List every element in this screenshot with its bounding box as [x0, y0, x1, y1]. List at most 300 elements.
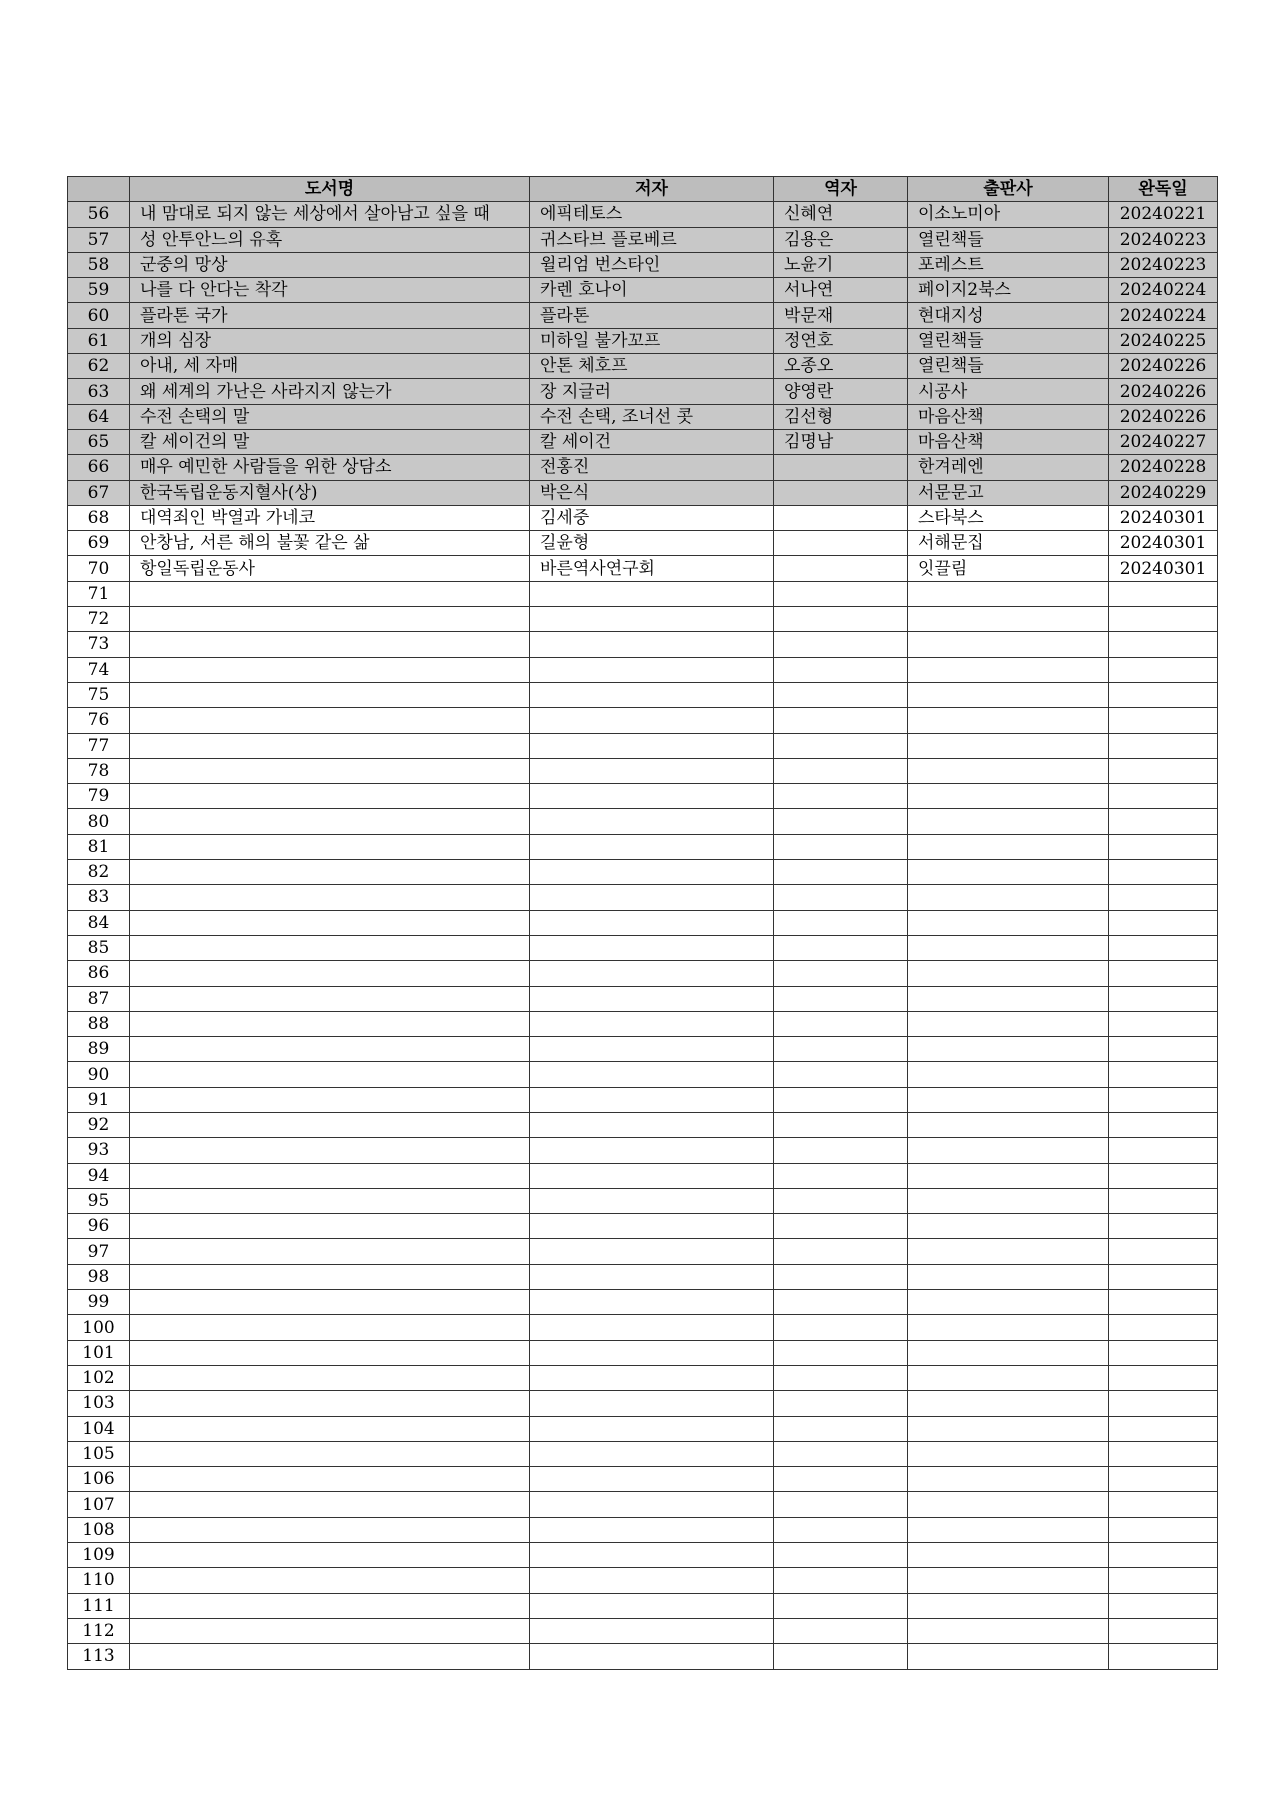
finish-date-cell	[1109, 708, 1218, 733]
author-cell: 장 지글러	[530, 379, 774, 404]
finish-date-cell: 20240301	[1109, 556, 1218, 581]
row-number-cell: 71	[68, 581, 130, 606]
finish-date-cell	[1109, 1543, 1218, 1568]
author-cell	[530, 1365, 774, 1390]
author-cell	[530, 607, 774, 632]
table-row	[68, 429, 1218, 454]
finish-date-cell	[1109, 1188, 1218, 1213]
author-cell	[530, 581, 774, 606]
book-title-cell	[130, 834, 530, 859]
author-cell	[530, 1037, 774, 1062]
publisher-cell	[908, 809, 1109, 834]
publisher-cell	[908, 910, 1109, 935]
row-number-cell: 109	[68, 1543, 130, 1568]
row-number-cell: 61	[68, 328, 130, 353]
finish-date-cell	[1109, 1011, 1218, 1036]
finish-date-cell	[1109, 1441, 1218, 1466]
translator-cell	[774, 834, 908, 859]
book-title-cell: 성 안투안느의 유혹	[130, 227, 530, 252]
table-row	[68, 1416, 1218, 1441]
finish-date-cell: 20240227	[1109, 429, 1218, 454]
publisher-cell	[908, 1087, 1109, 1112]
author-cell	[530, 733, 774, 758]
finish-date-cell	[1109, 1239, 1218, 1264]
author-cell	[530, 1315, 774, 1340]
table-row	[68, 1441, 1218, 1466]
header-title: 도서명	[130, 177, 530, 202]
table-row	[68, 404, 1218, 429]
translator-cell	[774, 1062, 908, 1087]
publisher-cell	[908, 1264, 1109, 1289]
finish-date-cell	[1109, 733, 1218, 758]
translator-cell	[774, 935, 908, 960]
table-row	[68, 1011, 1218, 1036]
row-number-cell: 65	[68, 429, 130, 454]
finish-date-cell	[1109, 657, 1218, 682]
translator-cell	[774, 860, 908, 885]
book-title-cell	[130, 733, 530, 758]
finish-date-cell	[1109, 1062, 1218, 1087]
finish-date-cell	[1109, 1568, 1218, 1593]
row-number-cell: 93	[68, 1138, 130, 1163]
book-title-cell: 매우 예민한 사람들을 위한 상담소	[130, 455, 530, 480]
translator-cell	[774, 809, 908, 834]
translator-cell	[774, 657, 908, 682]
book-title-cell	[130, 1593, 530, 1618]
row-number-cell: 87	[68, 986, 130, 1011]
translator-cell: 김선형	[774, 404, 908, 429]
finish-date-cell	[1109, 1037, 1218, 1062]
row-number-cell: 108	[68, 1517, 130, 1542]
table-row	[68, 1239, 1218, 1264]
header-finish-date: 완독일	[1109, 177, 1218, 202]
row-number-cell: 83	[68, 885, 130, 910]
translator-cell	[774, 1593, 908, 1618]
finish-date-cell: 20240229	[1109, 480, 1218, 505]
header-publisher: 출판사	[908, 177, 1109, 202]
publisher-cell	[908, 581, 1109, 606]
translator-cell: 신혜연	[774, 202, 908, 227]
table-row	[68, 1543, 1218, 1568]
table-row	[68, 1214, 1218, 1239]
finish-date-cell: 20240301	[1109, 505, 1218, 530]
publisher-cell	[908, 607, 1109, 632]
author-cell	[530, 1568, 774, 1593]
publisher-cell	[908, 708, 1109, 733]
table-row	[68, 556, 1218, 581]
table-row	[68, 354, 1218, 379]
table-row	[68, 910, 1218, 935]
publisher-cell	[908, 1037, 1109, 1062]
book-title-cell: 내 맘대로 되지 않는 세상에서 살아남고 싶을 때	[130, 202, 530, 227]
finish-date-cell	[1109, 1315, 1218, 1340]
row-number-cell: 98	[68, 1264, 130, 1289]
author-cell	[530, 1188, 774, 1213]
table-row	[68, 632, 1218, 657]
translator-cell	[774, 455, 908, 480]
author-cell	[530, 1239, 774, 1264]
author-cell: 바른역사연구회	[530, 556, 774, 581]
finish-date-cell: 20240228	[1109, 455, 1218, 480]
publisher-cell: 이소노미아	[908, 202, 1109, 227]
author-cell	[530, 961, 774, 986]
finish-date-cell	[1109, 1644, 1218, 1669]
translator-cell: 정연호	[774, 328, 908, 353]
row-number-cell: 107	[68, 1492, 130, 1517]
author-cell	[530, 1011, 774, 1036]
book-title-cell: 나를 다 안다는 착각	[130, 278, 530, 303]
translator-cell	[774, 1290, 908, 1315]
publisher-cell: 열린책들	[908, 227, 1109, 252]
publisher-cell	[908, 657, 1109, 682]
publisher-cell	[908, 1112, 1109, 1137]
translator-cell	[774, 1315, 908, 1340]
row-number-cell: 72	[68, 607, 130, 632]
translator-cell	[774, 885, 908, 910]
book-title-cell	[130, 809, 530, 834]
publisher-cell: 페이지2북스	[908, 278, 1109, 303]
book-title-cell	[130, 1290, 530, 1315]
book-title-cell: 대역죄인 박열과 가네코	[130, 505, 530, 530]
book-title-cell	[130, 860, 530, 885]
book-title-cell	[130, 1441, 530, 1466]
finish-date-cell	[1109, 834, 1218, 859]
finish-date-cell	[1109, 885, 1218, 910]
publisher-cell	[908, 834, 1109, 859]
book-title-cell	[130, 1188, 530, 1213]
row-number-cell: 94	[68, 1163, 130, 1188]
book-title-cell	[130, 1492, 530, 1517]
table-row	[68, 303, 1218, 328]
publisher-cell	[908, 1011, 1109, 1036]
finish-date-cell	[1109, 860, 1218, 885]
finish-date-cell	[1109, 784, 1218, 809]
finish-date-cell	[1109, 632, 1218, 657]
book-title-cell	[130, 910, 530, 935]
translator-cell: 양영란	[774, 379, 908, 404]
header-author: 저자	[530, 177, 774, 202]
table-row	[68, 1568, 1218, 1593]
author-cell	[530, 986, 774, 1011]
publisher-cell	[908, 1062, 1109, 1087]
translator-cell	[774, 505, 908, 530]
author-cell	[530, 784, 774, 809]
row-number-cell: 76	[68, 708, 130, 733]
header-number	[68, 177, 130, 202]
translator-cell	[774, 531, 908, 556]
translator-cell: 노윤기	[774, 252, 908, 277]
table-row	[68, 1290, 1218, 1315]
book-title-cell	[130, 708, 530, 733]
finish-date-cell: 20240223	[1109, 252, 1218, 277]
translator-cell	[774, 1391, 908, 1416]
publisher-cell: 열린책들	[908, 354, 1109, 379]
row-number-cell: 64	[68, 404, 130, 429]
table-row	[68, 809, 1218, 834]
book-title-cell	[130, 1467, 530, 1492]
table-row	[68, 1467, 1218, 1492]
author-cell	[530, 708, 774, 733]
book-title-cell	[130, 1644, 530, 1669]
translator-cell	[774, 682, 908, 707]
publisher-cell	[908, 1517, 1109, 1542]
table-body	[68, 202, 1218, 1669]
author-cell	[530, 860, 774, 885]
author-cell	[530, 1441, 774, 1466]
publisher-cell	[908, 1239, 1109, 1264]
table-row	[68, 733, 1218, 758]
translator-cell: 오종오	[774, 354, 908, 379]
row-number-cell: 111	[68, 1593, 130, 1618]
row-number-cell: 73	[68, 632, 130, 657]
book-title-cell	[130, 1618, 530, 1643]
row-number-cell: 80	[68, 809, 130, 834]
table-row	[68, 961, 1218, 986]
book-title-cell	[130, 935, 530, 960]
publisher-cell	[908, 784, 1109, 809]
translator-cell: 박문재	[774, 303, 908, 328]
publisher-cell	[908, 961, 1109, 986]
author-cell	[530, 935, 774, 960]
row-number-cell: 70	[68, 556, 130, 581]
book-title-cell: 왜 세계의 가난은 사라지지 않는가	[130, 379, 530, 404]
finish-date-cell	[1109, 1593, 1218, 1618]
book-title-cell	[130, 1163, 530, 1188]
table-row	[68, 1138, 1218, 1163]
book-title-cell: 아내, 세 자매	[130, 354, 530, 379]
table-row	[68, 682, 1218, 707]
publisher-cell: 시공사	[908, 379, 1109, 404]
finish-date-cell	[1109, 758, 1218, 783]
book-title-cell	[130, 1365, 530, 1390]
translator-cell	[774, 556, 908, 581]
book-title-cell	[130, 1340, 530, 1365]
table-row	[68, 885, 1218, 910]
author-cell	[530, 1062, 774, 1087]
finish-date-cell	[1109, 1517, 1218, 1542]
publisher-cell	[908, 1391, 1109, 1416]
translator-cell	[774, 1163, 908, 1188]
publisher-cell: 현대지성	[908, 303, 1109, 328]
publisher-cell	[908, 1290, 1109, 1315]
row-number-cell: 68	[68, 505, 130, 530]
row-number-cell: 81	[68, 834, 130, 859]
finish-date-cell: 20240223	[1109, 227, 1218, 252]
row-number-cell: 67	[68, 480, 130, 505]
row-number-cell: 82	[68, 860, 130, 885]
publisher-cell	[908, 1214, 1109, 1239]
publisher-cell: 마음산책	[908, 404, 1109, 429]
translator-cell	[774, 784, 908, 809]
publisher-cell	[908, 733, 1109, 758]
book-title-cell	[130, 1087, 530, 1112]
table-row	[68, 1163, 1218, 1188]
translator-cell	[774, 1138, 908, 1163]
author-cell	[530, 657, 774, 682]
translator-cell	[774, 1239, 908, 1264]
finish-date-cell	[1109, 682, 1218, 707]
finish-date-cell	[1109, 1290, 1218, 1315]
author-cell: 칼 세이건	[530, 429, 774, 454]
row-number-cell: 92	[68, 1112, 130, 1137]
publisher-cell	[908, 935, 1109, 960]
reading-log-table	[67, 176, 1218, 1670]
book-title-cell	[130, 1112, 530, 1137]
publisher-cell: 한겨레엔	[908, 455, 1109, 480]
finish-date-cell	[1109, 1618, 1218, 1643]
finish-date-cell	[1109, 1214, 1218, 1239]
author-cell: 플라톤	[530, 303, 774, 328]
table-row	[68, 1062, 1218, 1087]
finish-date-cell	[1109, 986, 1218, 1011]
table-row	[68, 834, 1218, 859]
book-title-cell	[130, 607, 530, 632]
table-row	[68, 328, 1218, 353]
translator-cell	[774, 1517, 908, 1542]
publisher-cell	[908, 1138, 1109, 1163]
row-number-cell: 110	[68, 1568, 130, 1593]
book-title-cell	[130, 1315, 530, 1340]
author-cell	[530, 1517, 774, 1542]
author-cell	[530, 1087, 774, 1112]
publisher-cell	[908, 1618, 1109, 1643]
translator-cell	[774, 733, 908, 758]
publisher-cell	[908, 1568, 1109, 1593]
finish-date-cell: 20240226	[1109, 404, 1218, 429]
table-row	[68, 708, 1218, 733]
author-cell	[530, 1290, 774, 1315]
book-title-cell	[130, 1416, 530, 1441]
author-cell	[530, 1644, 774, 1669]
table-row	[68, 860, 1218, 885]
author-cell	[530, 1163, 774, 1188]
table-row	[68, 531, 1218, 556]
book-title-cell: 수전 손택의 말	[130, 404, 530, 429]
row-number-cell: 88	[68, 1011, 130, 1036]
row-number-cell: 104	[68, 1416, 130, 1441]
finish-date-cell	[1109, 1467, 1218, 1492]
row-number-cell: 85	[68, 935, 130, 960]
translator-cell: 서나연	[774, 278, 908, 303]
table-row	[68, 1593, 1218, 1618]
translator-cell	[774, 1568, 908, 1593]
finish-date-cell	[1109, 1087, 1218, 1112]
row-number-cell: 75	[68, 682, 130, 707]
author-cell	[530, 1543, 774, 1568]
translator-cell	[774, 1112, 908, 1137]
book-title-cell	[130, 632, 530, 657]
row-number-cell: 78	[68, 758, 130, 783]
author-cell	[530, 682, 774, 707]
book-title-cell	[130, 961, 530, 986]
translator-cell	[774, 1340, 908, 1365]
publisher-cell: 잇끌림	[908, 556, 1109, 581]
row-number-cell: 86	[68, 961, 130, 986]
book-title-cell: 군중의 망상	[130, 252, 530, 277]
table-row	[68, 1112, 1218, 1137]
finish-date-cell	[1109, 1112, 1218, 1137]
publisher-cell	[908, 1416, 1109, 1441]
book-title-cell	[130, 1543, 530, 1568]
author-cell	[530, 632, 774, 657]
table-row	[68, 1517, 1218, 1542]
translator-cell	[774, 1214, 908, 1239]
table-row	[68, 1365, 1218, 1390]
author-cell	[530, 1214, 774, 1239]
book-title-cell: 개의 심장	[130, 328, 530, 353]
table-row	[68, 581, 1218, 606]
translator-cell	[774, 1543, 908, 1568]
translator-cell	[774, 581, 908, 606]
finish-date-cell	[1109, 809, 1218, 834]
publisher-cell	[908, 1543, 1109, 1568]
translator-cell	[774, 632, 908, 657]
row-number-cell: 90	[68, 1062, 130, 1087]
finish-date-cell: 20240226	[1109, 379, 1218, 404]
table-row	[68, 379, 1218, 404]
author-cell	[530, 1492, 774, 1517]
table-row	[68, 455, 1218, 480]
author-cell	[530, 1112, 774, 1137]
finish-date-cell	[1109, 1264, 1218, 1289]
publisher-cell: 포레스트	[908, 252, 1109, 277]
row-number-cell: 84	[68, 910, 130, 935]
table-row	[68, 657, 1218, 682]
finish-date-cell	[1109, 1416, 1218, 1441]
publisher-cell	[908, 1365, 1109, 1390]
author-cell: 윌리엄 번스타인	[530, 252, 774, 277]
finish-date-cell	[1109, 1391, 1218, 1416]
translator-cell: 김명남	[774, 429, 908, 454]
row-number-cell: 60	[68, 303, 130, 328]
translator-cell	[774, 910, 908, 935]
author-cell	[530, 1264, 774, 1289]
book-title-cell	[130, 1062, 530, 1087]
table-row	[68, 252, 1218, 277]
book-title-cell	[130, 885, 530, 910]
publisher-cell: 스타북스	[908, 505, 1109, 530]
author-cell	[530, 1618, 774, 1643]
finish-date-cell: 20240226	[1109, 354, 1218, 379]
finish-date-cell	[1109, 961, 1218, 986]
author-cell: 박은식	[530, 480, 774, 505]
translator-cell	[774, 708, 908, 733]
row-number-cell: 113	[68, 1644, 130, 1669]
publisher-cell	[908, 885, 1109, 910]
table-row	[68, 1644, 1218, 1669]
translator-cell	[774, 1441, 908, 1466]
row-number-cell: 58	[68, 252, 130, 277]
finish-date-cell	[1109, 1340, 1218, 1365]
finish-date-cell	[1109, 607, 1218, 632]
translator-cell: 김용은	[774, 227, 908, 252]
table-row	[68, 1188, 1218, 1213]
row-number-cell: 97	[68, 1239, 130, 1264]
book-title-cell	[130, 1037, 530, 1062]
author-cell	[530, 758, 774, 783]
translator-cell	[774, 961, 908, 986]
table-row	[68, 986, 1218, 1011]
publisher-cell	[908, 632, 1109, 657]
author-cell: 전홍진	[530, 455, 774, 480]
row-number-cell: 102	[68, 1365, 130, 1390]
book-title-cell: 칼 세이건의 말	[130, 429, 530, 454]
publisher-cell	[908, 1441, 1109, 1466]
author-cell	[530, 910, 774, 935]
publisher-cell: 서문문고	[908, 480, 1109, 505]
author-cell: 수전 손택, 조너선 콧	[530, 404, 774, 429]
author-cell	[530, 1138, 774, 1163]
